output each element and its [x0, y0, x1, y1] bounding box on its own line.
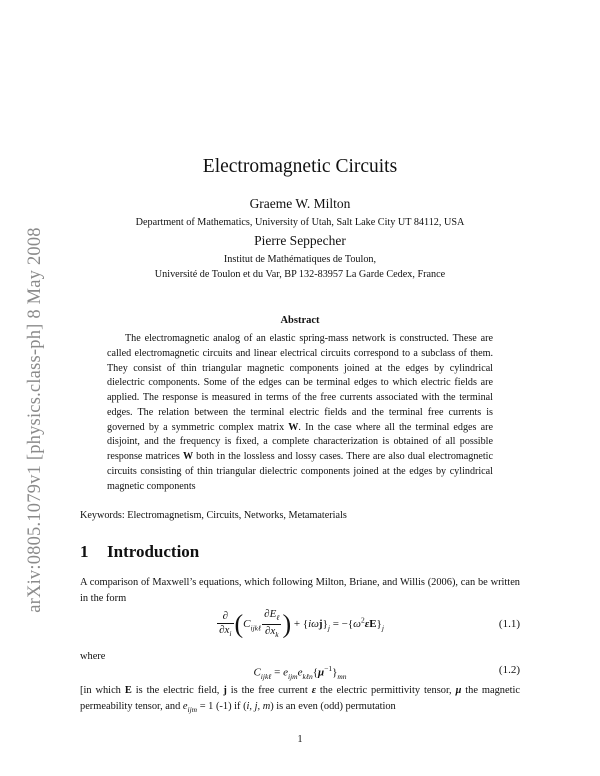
equation-1-2: [80, 664, 520, 684]
author-name: Graeme W. Milton: [249, 196, 351, 211]
section-number: 1: [80, 542, 89, 561]
equation-1-1: [80, 608, 520, 644]
abstract-body: The electromagnetic analog of an elastic spring-mass network is constructed. These are called electromagnetic circuits and linear electrical circuits correspond to a subclass of them. They consist of thin triangular magnetic components joined at the edges by cylindrical dielectric components. Some of the edges can be terminal edges to which electric fields are applied. The response is measured in terms of the free currents associated with the terminal edges. The relation between the terminal electric fields and the terminal free currents is governed by a symmetric complex matrix W. In the case where all the terminal edges are disjoint, and the frequency is fixed, a complete characterization is obtained of all possible response matrices W both in the lossless and lossy cases. There are also dual electromagnetic circuits consisting of thin triangular dielectric components joined at the edges by cylindrical magnetic components: [107, 333, 493, 492]
equation-label: (1.2): [498, 664, 520, 676]
author-affiliation: Université de Toulon et du Var, BP 132-83957 La Garde Cedex, France: [154, 269, 446, 280]
where-text: where: [80, 651, 106, 662]
abstract-heading: Abstract: [280, 315, 320, 326]
body-paragraph: [in which E is the electric field, j is the free current ε the electric permittivity tensor, μ the magnetic permeability tensor, and $e_{ijm} = 1$ (-1) if (i, j, m) is an even (odd) permutation: [80, 685, 521, 714]
arxiv-stamp[interactable]: arXiv:0805.1079v1 [physics.class-ph] 8 May 2008: [25, 227, 45, 613]
paper-title: Electromagnetic Circuits: [202, 156, 398, 177]
equation-label: (1.1): [498, 618, 520, 630]
equation-body: $\frac{\partial}{\partial x_i}$ ($C_{ijk\ell}$ $\frac{\partial E_\ell}{\partial x_k}$ ) + $\{i\omega j\}_j = -\{\omega^2\varepsilon E\}_j$: [219, 608, 384, 640]
section-heading: [80, 542, 199, 562]
author-name: Pierre Seppecher: [254, 233, 346, 248]
equation-body: $C_{ijk\ell} = e_{ijm}e_{k\ell n}\{\mu^{-1}\}_{mn}$: [253, 664, 347, 681]
matrix-symbol: W: [182, 451, 194, 462]
keywords: Keywords: Electromagnetism, Circuits, Networks, Metamaterials: [80, 510, 347, 521]
section-title: Introduction: [107, 542, 200, 561]
page-number: 1: [297, 734, 303, 745]
matrix-symbol: W: [288, 421, 299, 433]
author-affiliation: Department of Mathematics, University of Utah, Salt Lake City UT 84112, USA: [135, 217, 465, 228]
intro-paragraph: A comparison of Maxwell’s equations, which following Milton, Briane, and Willis (2006), can be written in the form: [80, 577, 520, 604]
author-affiliation: Institut de Mathématiques de Toulon,: [223, 254, 377, 265]
